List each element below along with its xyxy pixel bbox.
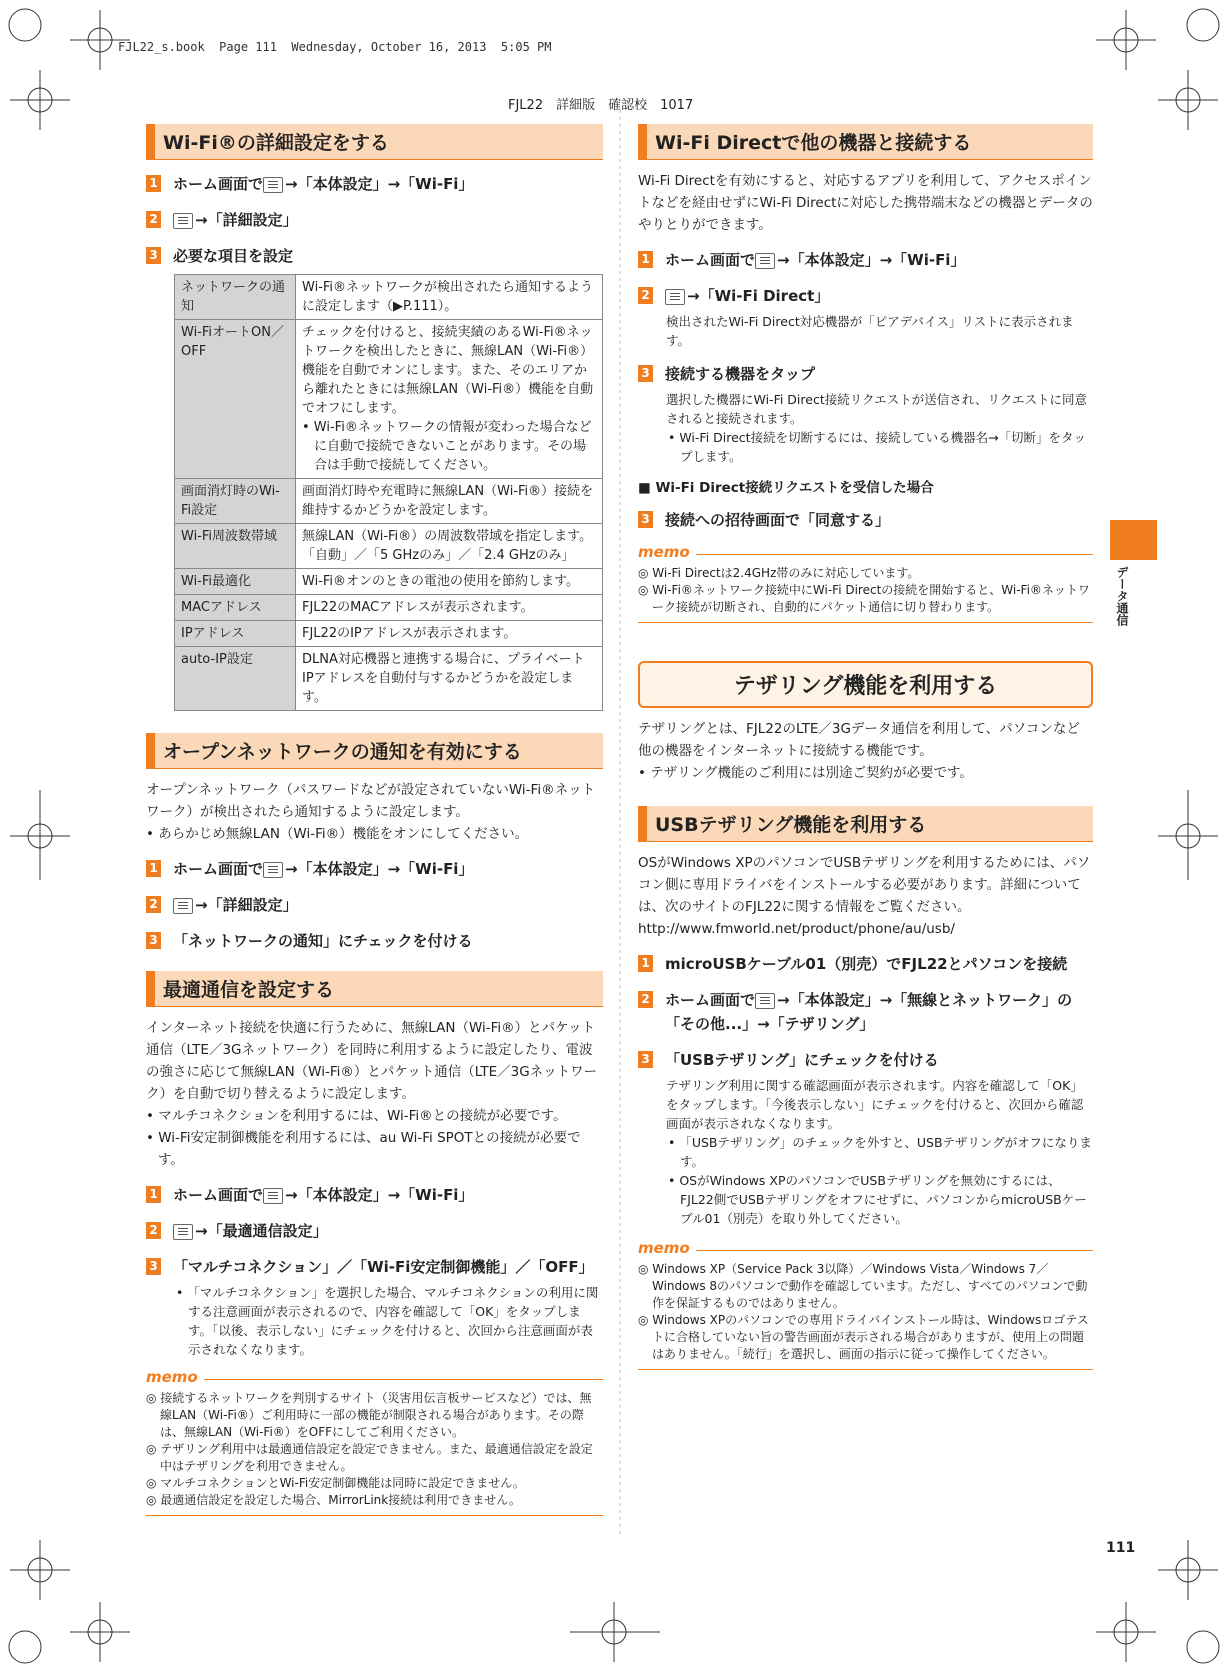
memo-item: ◎ Wi-Fi Directは2.4GHz帯のみに対応しています。 [638,566,920,580]
page-number: 111 [1106,1540,1136,1556]
step-number: 3 [146,1258,161,1275]
memo-item: ◎ マルチコネクションとWi-Fi安定制御機能は同時に設定できません。 [146,1476,525,1490]
step-3 [638,362,1093,386]
step-number: 3 [146,932,161,949]
book-info-line: FJL22_s.book Page 111 Wednesday, October 16, 2013 5:05 PM [118,40,552,54]
table-value: FJL22のIPアドレスが表示されます。 [296,621,603,647]
memo-label: memo [638,543,696,561]
table-row [175,479,603,524]
step-1 [146,172,603,196]
step-number: 1 [638,955,653,972]
menu-icon [263,1188,283,1204]
step-text: ホーム画面で [173,860,264,878]
menu-icon [263,862,283,878]
section-title-wifi-direct: Wi-Fi Directで他の機器と接続する [638,124,1093,160]
step-note: 検出されたWi-Fi Direct対応機器が「ピアデバイス」リストに表示されます。 [666,314,1074,348]
step-text: →「本体設定」→「Wi-Fi」 [285,1186,474,1204]
step-2 [638,284,1093,308]
memo-box [638,543,1093,623]
step-text: →「本体設定」→「Wi-Fi」 [285,175,474,193]
step-text: microUSBケーブル01（別売）でFJL22とパソコンを接続 [665,955,1068,973]
step-text: →「本体設定」→「Wi-Fi」 [285,860,474,878]
side-tab-label: データ通信 [1115,566,1129,626]
step-3 [146,929,603,953]
bullet-item: • Wi-Fi安定制御機能を利用するには、au Wi-Fi SPOTとの接続が必要です。 [146,1130,581,1168]
menu-icon [173,898,193,914]
step-1 [146,857,603,881]
step-number: 3 [638,365,653,382]
section-body: オープンネットワーク（パスワードなどが設定されていないWi-Fi®ネットワーク）が検出されたら通知するように設定します。 [146,782,596,820]
step-1 [638,952,1093,976]
section-title-tethering: テザリング機能を利用する [638,661,1093,708]
table-row [175,275,603,320]
menu-icon [263,177,283,193]
table-key: 画面消灯時のWi-Fi設定 [175,479,296,524]
step-2 [638,988,1093,1036]
section-title-usb-tethering: USBテザリング機能を利用する [638,806,1093,842]
step-text: ホーム画面で [173,175,264,193]
step-3 [146,244,603,268]
step-bullet: • 「USBテザリング」のチェックを外すと、USBテザリングがオフになります。 [668,1135,1092,1169]
section-title-open-network: オープンネットワークの通知を有効にする [146,733,603,769]
step-number: 1 [146,175,161,192]
step-note: • 「マルチコネクション」を選択した場合、マルチコネクションの利用に関する注意画面が表示されるので、内容を確認して「OK」をタップします。「以後、表示しない」にチェックを付けると、次回から注意画面が表示されなくなります。 [176,1285,599,1357]
section-body: インターネット接続を快適に行うために、無線LAN（Wi-Fi®）とパケット通信（LTE／3Gネットワーク）を同時に利用するように設定したり、電波の強さに応じて無線LAN（Wi-Fi®）とパケット通信（LTE／3Gネットワーク）を自動で切り替えるように設定します。 [146,1020,598,1102]
side-tab [1110,520,1157,560]
step-number: 1 [638,251,653,268]
table-value: Wi-Fi®ネットワークが検出されたら通知するように設定します（▶P.111）。 [296,275,603,320]
table-key: Wi-Fi最適化 [175,569,296,595]
left-column [146,124,603,1516]
memo-label: memo [638,1239,696,1257]
step-1 [638,248,1093,272]
step-text: →「詳細設定」 [195,896,298,914]
step-text: 接続する機器をタップ [665,365,816,383]
memo-box [146,1368,603,1516]
step-text: 必要な項目を設定 [173,247,294,265]
table-key: IPアドレス [175,621,296,647]
table-key: auto-IP設定 [175,647,296,711]
section-body: テザリングとは、FJL22のLTE／3Gデータ通信を利用して、パソコンなど他の機器をインターネットに接続する機能です。 [638,721,1080,759]
bullet-item: • マルチコネクションを利用するには、Wi-Fi®との接続が必要です。 [146,1108,567,1124]
menu-icon [173,213,193,229]
step-number: 1 [146,1186,161,1203]
step-number: 2 [638,287,653,304]
section-body: OSがWindows XPのパソコンでUSBテザリングを利用するためには、パソコン側に専用ドライバをインストールする必要があります。詳細については、次のサイトのFJL22に関する情報をご覧ください。 [638,855,1091,915]
memo-item: ◎ テザリング利用中は最適通信設定を設定できません。また、最適通信設定を設定中はテザリングを利用できません。 [146,1442,593,1473]
version-line: FJL22 詳細版 確認校 1017 [508,98,694,113]
step-1 [146,1183,603,1207]
table-key: MACアドレス [175,595,296,621]
table-key: Wi-FiオートON／OFF [175,320,296,479]
step-text: 「ネットワークの通知」にチェックを付ける [173,932,473,950]
table-row [175,524,603,569]
table-value: Wi-Fi®オンのときの電池の使用を節約します。 [296,569,603,595]
step-text: →「最適通信設定」 [195,1222,328,1240]
step-number: 2 [146,211,161,228]
step-text: →「詳細設定」 [195,211,298,229]
table-row [175,595,603,621]
step-text: 「マルチコネクション」／「Wi-Fi安定制御機能」／「OFF」 [173,1258,594,1276]
step-number: 1 [146,860,161,877]
table-note: • Wi-Fi®ネットワークの情報が変わった場合などに自動で接続できないことがあります。その場合は手動で接続してください。 [302,420,592,473]
menu-icon [755,993,775,1009]
step-text: ホーム画面で [665,991,756,1009]
sub-heading: ■ Wi-Fi Direct接続リクエストを受信した場合 [638,480,934,496]
step-3 [146,1255,603,1279]
step-bullet: • Wi-Fi Direct接続を切断するには、接続している機器名→「切断」をタップします。 [668,430,1087,464]
memo-item: ◎ 接続するネットワークを判別するサイト（災害用伝言板サービスなど）では、無線LAN（Wi-Fi®）ご利用時に一部の機能が制限される場合があります。その際は、無線LAN（Wi-Fi®）をOFFにしてご利用ください。 [146,1391,592,1439]
memo-item: ◎ 最適通信設定を設定した場合、MirrorLink接続は利用できません。 [146,1493,521,1507]
table-value: 画面消灯時や充電時に無線LAN（Wi-Fi®）接続を維持するかどうかを設定します。 [296,479,603,524]
step-3-invite [638,508,1093,532]
step-number: 3 [638,511,653,528]
memo-box [638,1239,1093,1370]
menu-icon [173,1224,193,1240]
step-number: 3 [146,247,161,264]
step-number: 2 [638,991,653,1008]
memo-item: ◎ Windows XPのパソコンでの専用ドライバインストール時は、Windowsロゴテストに合格していない旨の警告画面が表示される場合がありますが、使用上の問題はありません。「続行」を選択し、画面の指示に従って操作してください。 [638,1313,1089,1361]
section-body: Wi-Fi Directを有効にすると、対応するアプリを利用して、アクセスポイントなどを経由せずにWi-Fi Directに対応した携帯端末などの機器とデータのやりとりができます。 [638,173,1093,233]
step-number: 2 [146,1222,161,1239]
step-text: 「USBテザリング」にチェックを付ける [665,1051,939,1069]
table-key: Wi-Fi周波数帯域 [175,524,296,569]
table-value: チェックを付けると、接続実績のあるWi-Fi®ネットワークを検出したときに、無線LAN（Wi-Fi®）機能を自動でオンにします。また、そのエリアから離れたときには無線LAN（Wi-Fi®）機能を自動でオフにします。 [302,325,594,416]
step-note: テザリング利用に関する確認画面が表示されます。内容を確認して「OK」をタップします。「今後表示しない」にチェックを付けると、次回から確認画面が表示されなくなります。 [666,1078,1084,1131]
table-note: 「自動」／「5 GHzのみ」／「2.4 GHzのみ」 [302,548,575,563]
section-title-optimal-comm: 最適通信を設定する [146,971,603,1007]
support-url[interactable]: http://www.fmworld.net/product/phone/au/usb/ [638,921,955,937]
step-note: 選択した機器にWi-Fi Direct接続リクエストが送信され、リクエストに同意されると接続されます。 [666,392,1087,426]
memo-item: ◎ Wi-Fi®ネットワーク接続中にWi-Fi Directの接続を開始すると、Wi-Fi®ネットワーク接続が切断され、自動的にパケット通信に切り替わります。 [638,583,1090,614]
memo-label: memo [146,1368,204,1386]
step-3 [638,1048,1093,1072]
bullet-item: • あらかじめ無線LAN（Wi-Fi®）機能をオンにしてください。 [146,826,529,842]
table-row [175,320,603,479]
step-text: ホーム画面で [665,251,756,269]
step-2 [146,1219,603,1243]
step-text: 接続への招待画面で「同意する」 [665,511,891,529]
step-bullet: • OSがWindows XPのパソコンでUSBテザリングを無効にするには、FJL22側でUSBテザリングをオフにせずに、パソコンからmicroUSBケーブル01（別売）を取り外してください。 [668,1173,1087,1226]
step-text: →「本体設定」→「Wi-Fi」 [777,251,966,269]
table-key: ネットワークの通知 [175,275,296,320]
bullet-item: • テザリング機能のご利用には別途ご契約が必要です。 [638,765,973,781]
step-text: →「本体設定」→「無線とネットワーク」の「その他...」→「テザリング」 [665,991,1073,1033]
table-value: 無線LAN（Wi-Fi®）の周波数帯域を指定します。 [302,529,593,544]
table-row [175,621,603,647]
step-number: 2 [146,896,161,913]
table-row [175,647,603,711]
step-text: ホーム画面で [173,1186,264,1204]
menu-icon [665,289,685,305]
table-row [175,569,603,595]
table-value: DLNA対応機器と連携する場合に、プライベートIPアドレスを自動付与するかどうかを設定します。 [296,647,603,711]
section-title-wifi-advanced: Wi-Fi®の詳細設定をする [146,124,603,160]
step-text: →「Wi-Fi Direct」 [687,287,830,305]
menu-icon [755,253,775,269]
step-2 [146,208,603,232]
step-number: 3 [638,1051,653,1068]
table-value: FJL22のMACアドレスが表示されます。 [296,595,603,621]
step-2 [146,893,603,917]
settings-table [174,274,603,711]
memo-item: ◎ Windows XP（Service Pack 3以降）／Windows Vista／Windows 7／Windows 8のパソコンで動作を確認しています。ただし、すべてのパソコンで動作を保証するものではありません。 [638,1262,1088,1310]
right-column [638,124,1093,1370]
